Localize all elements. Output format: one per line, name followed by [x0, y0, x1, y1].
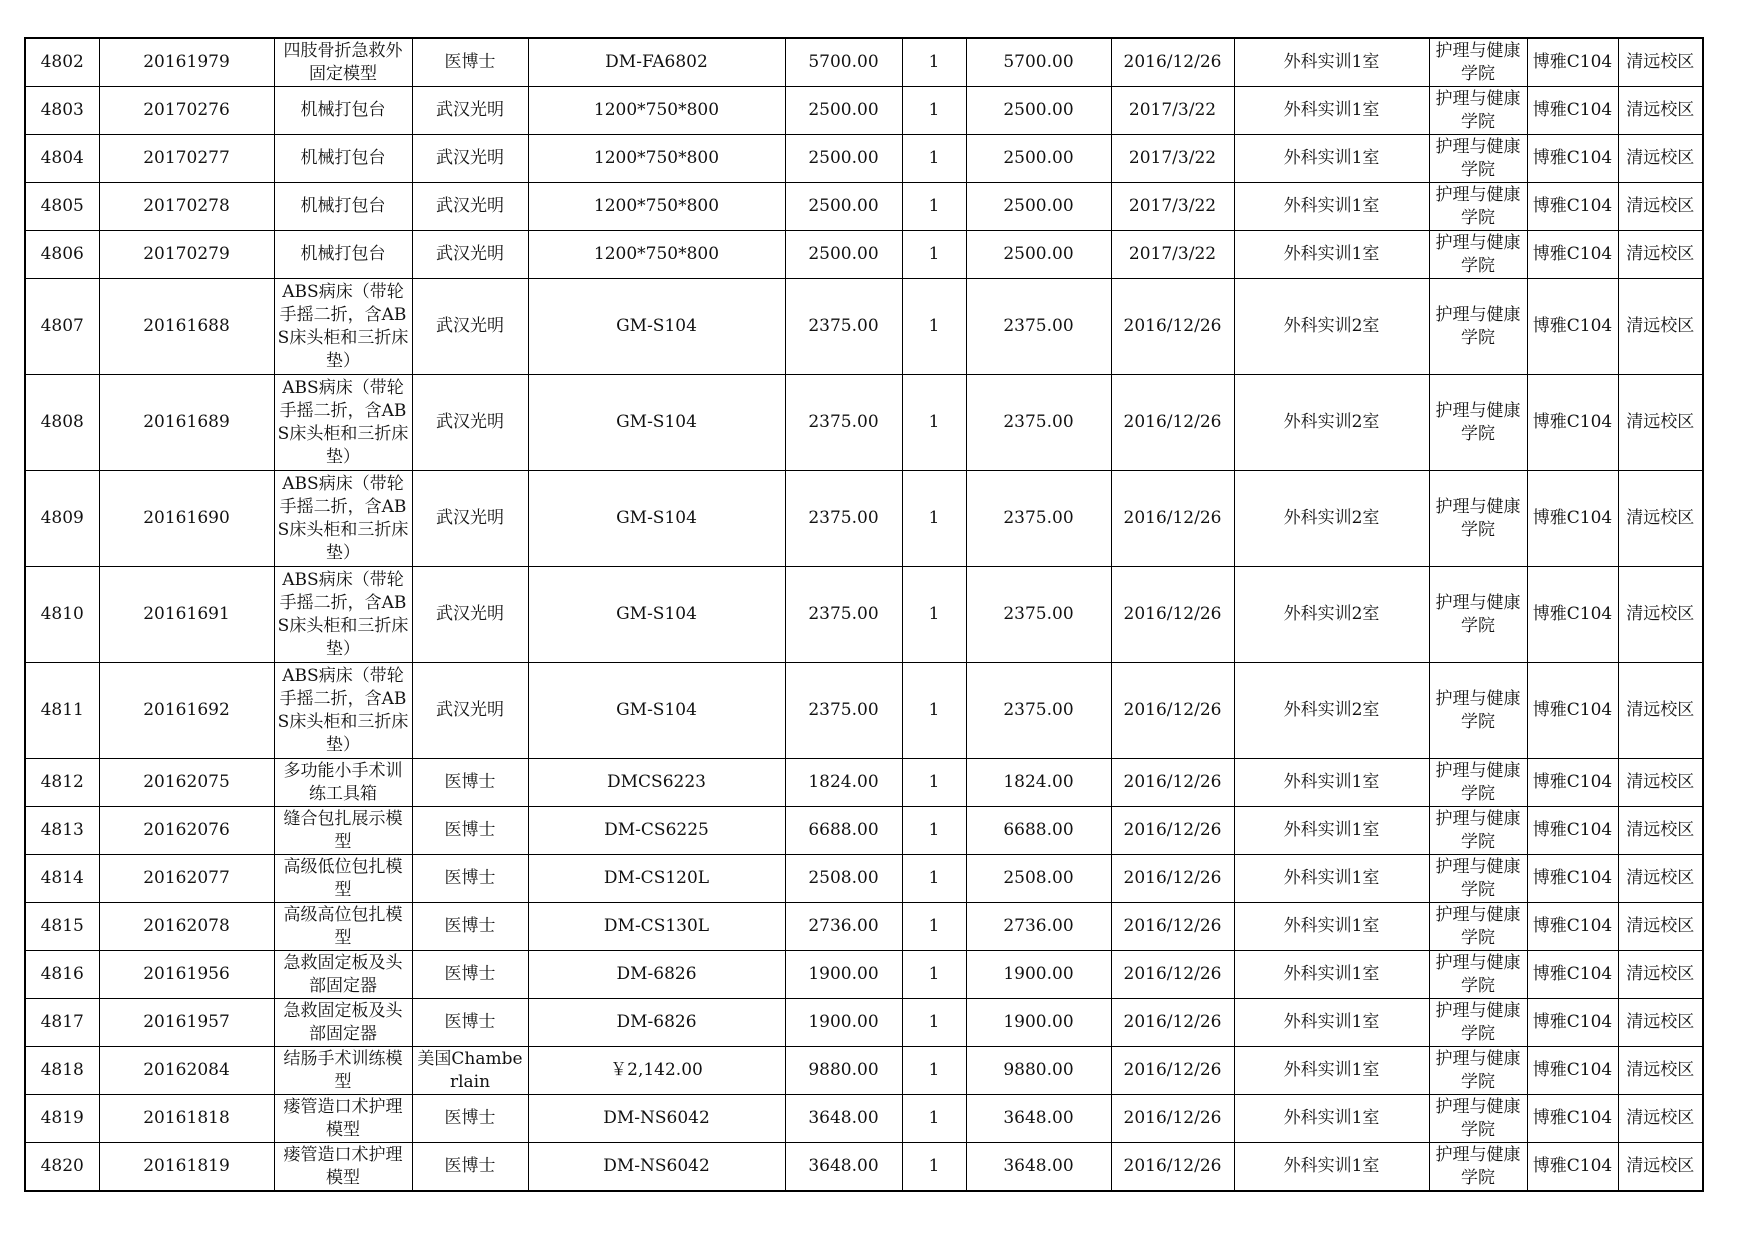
table-row: [25, 231, 1703, 279]
cell-unit-price: 2375.00: [785, 567, 902, 663]
cell-purchase-date: 2017/3/22: [1111, 135, 1234, 183]
cell-purchase-date: 2016/12/26: [1111, 1047, 1234, 1095]
cell-purchase-date: 2016/12/26: [1111, 1143, 1234, 1192]
cell-asset-id: 20161979: [99, 38, 274, 87]
table-row: [25, 807, 1703, 855]
cell-unit-price: 1824.00: [785, 759, 902, 807]
cell-campus: 清远校区: [1618, 999, 1703, 1047]
equipment-register-table: [24, 37, 1704, 1192]
cell-row-number: 4804: [25, 135, 99, 183]
cell-building: 博雅C104: [1527, 855, 1618, 903]
cell-total-amount: 2508.00: [966, 855, 1111, 903]
cell-asset-id: 20161818: [99, 1095, 274, 1143]
cell-model: ￥2,142.00: [528, 1047, 785, 1095]
cell-campus: 清远校区: [1618, 375, 1703, 471]
table-row: [25, 135, 1703, 183]
cell-equipment-name: 高级高位包扎模型: [274, 903, 412, 951]
table-row: [25, 183, 1703, 231]
cell-manufacturer: 武汉光明: [412, 183, 528, 231]
cell-building: 博雅C104: [1527, 87, 1618, 135]
cell-equipment-name: 急救固定板及头部固定器: [274, 999, 412, 1047]
cell-asset-id: 20161690: [99, 471, 274, 567]
cell-row-number: 4814: [25, 855, 99, 903]
cell-purchase-date: 2017/3/22: [1111, 87, 1234, 135]
cell-row-number: 4805: [25, 183, 99, 231]
cell-row-number: 4808: [25, 375, 99, 471]
cell-room: 外科实训1室: [1234, 135, 1429, 183]
cell-asset-id: 20161692: [99, 663, 274, 759]
cell-asset-id: 20170277: [99, 135, 274, 183]
cell-total-amount: 2375.00: [966, 663, 1111, 759]
cell-department: 护理与健康学院: [1429, 759, 1527, 807]
cell-equipment-name: ABS病床（带轮手摇二折，含ABS床头柜和三折床垫）: [274, 471, 412, 567]
cell-unit-price: 2375.00: [785, 375, 902, 471]
cell-asset-id: 20170278: [99, 183, 274, 231]
cell-department: 护理与健康学院: [1429, 663, 1527, 759]
cell-building: 博雅C104: [1527, 231, 1618, 279]
table-row: [25, 855, 1703, 903]
cell-purchase-date: 2017/3/22: [1111, 231, 1234, 279]
cell-model: DM-6826: [528, 951, 785, 999]
cell-manufacturer: 医博士: [412, 807, 528, 855]
cell-unit-price: 2500.00: [785, 183, 902, 231]
cell-manufacturer: 武汉光明: [412, 471, 528, 567]
cell-model: DM-NS6042: [528, 1143, 785, 1192]
cell-asset-id: 20162078: [99, 903, 274, 951]
cell-equipment-name: ABS病床（带轮手摇二折，含ABS床头柜和三折床垫）: [274, 279, 412, 375]
cell-model: 1200*750*800: [528, 231, 785, 279]
cell-model: GM-S104: [528, 279, 785, 375]
cell-room: 外科实训1室: [1234, 855, 1429, 903]
cell-purchase-date: 2016/12/26: [1111, 375, 1234, 471]
cell-purchase-date: 2016/12/26: [1111, 807, 1234, 855]
cell-department: 护理与健康学院: [1429, 999, 1527, 1047]
cell-equipment-name: 瘘管造口术护理模型: [274, 1095, 412, 1143]
cell-quantity: 1: [902, 855, 966, 903]
cell-unit-price: 2500.00: [785, 231, 902, 279]
cell-total-amount: 6688.00: [966, 807, 1111, 855]
cell-building: 博雅C104: [1527, 567, 1618, 663]
cell-row-number: 4813: [25, 807, 99, 855]
cell-department: 护理与健康学院: [1429, 183, 1527, 231]
cell-quantity: 1: [902, 87, 966, 135]
cell-campus: 清远校区: [1618, 567, 1703, 663]
cell-model: GM-S104: [528, 663, 785, 759]
table-row: [25, 87, 1703, 135]
cell-room: 外科实训1室: [1234, 38, 1429, 87]
cell-quantity: 1: [902, 1143, 966, 1192]
cell-building: 博雅C104: [1527, 183, 1618, 231]
cell-manufacturer: 医博士: [412, 903, 528, 951]
cell-total-amount: 1900.00: [966, 999, 1111, 1047]
cell-equipment-name: 机械打包台: [274, 135, 412, 183]
cell-asset-id: 20162076: [99, 807, 274, 855]
cell-model: DM-CS130L: [528, 903, 785, 951]
cell-model: GM-S104: [528, 567, 785, 663]
cell-department: 护理与健康学院: [1429, 951, 1527, 999]
cell-quantity: 1: [902, 183, 966, 231]
cell-department: 护理与健康学院: [1429, 1095, 1527, 1143]
cell-total-amount: 2375.00: [966, 279, 1111, 375]
cell-unit-price: 5700.00: [785, 38, 902, 87]
cell-campus: 清远校区: [1618, 279, 1703, 375]
cell-unit-price: 2736.00: [785, 903, 902, 951]
cell-asset-id: 20162084: [99, 1047, 274, 1095]
cell-building: 博雅C104: [1527, 1047, 1618, 1095]
cell-equipment-name: 结肠手术训练模型: [274, 1047, 412, 1095]
cell-campus: 清远校区: [1618, 855, 1703, 903]
cell-purchase-date: 2017/3/22: [1111, 183, 1234, 231]
cell-department: 护理与健康学院: [1429, 1047, 1527, 1095]
cell-model: 1200*750*800: [528, 183, 785, 231]
table-row: [25, 903, 1703, 951]
cell-campus: 清远校区: [1618, 759, 1703, 807]
cell-room: 外科实训2室: [1234, 375, 1429, 471]
cell-manufacturer: 武汉光明: [412, 135, 528, 183]
cell-building: 博雅C104: [1527, 903, 1618, 951]
cell-room: 外科实训1室: [1234, 1095, 1429, 1143]
cell-manufacturer: 医博士: [412, 38, 528, 87]
cell-asset-id: 20161688: [99, 279, 274, 375]
cell-manufacturer: 医博士: [412, 951, 528, 999]
cell-department: 护理与健康学院: [1429, 135, 1527, 183]
cell-room: 外科实训1室: [1234, 903, 1429, 951]
cell-total-amount: 3648.00: [966, 1143, 1111, 1192]
cell-department: 护理与健康学院: [1429, 87, 1527, 135]
cell-quantity: 1: [902, 807, 966, 855]
cell-campus: 清远校区: [1618, 135, 1703, 183]
cell-total-amount: 5700.00: [966, 38, 1111, 87]
cell-purchase-date: 2016/12/26: [1111, 999, 1234, 1047]
cell-model: 1200*750*800: [528, 135, 785, 183]
cell-row-number: 4812: [25, 759, 99, 807]
cell-equipment-name: 高级低位包扎模型: [274, 855, 412, 903]
cell-room: 外科实训1室: [1234, 807, 1429, 855]
cell-quantity: 1: [902, 951, 966, 999]
cell-campus: 清远校区: [1618, 231, 1703, 279]
cell-purchase-date: 2016/12/26: [1111, 38, 1234, 87]
table-row: [25, 1047, 1703, 1095]
cell-building: 博雅C104: [1527, 951, 1618, 999]
cell-quantity: 1: [902, 1047, 966, 1095]
cell-quantity: 1: [902, 663, 966, 759]
cell-building: 博雅C104: [1527, 759, 1618, 807]
cell-manufacturer: 武汉光明: [412, 375, 528, 471]
cell-campus: 清远校区: [1618, 1143, 1703, 1192]
cell-manufacturer: 武汉光明: [412, 279, 528, 375]
cell-total-amount: 1900.00: [966, 951, 1111, 999]
cell-manufacturer: 医博士: [412, 1143, 528, 1192]
cell-building: 博雅C104: [1527, 471, 1618, 567]
cell-unit-price: 2500.00: [785, 135, 902, 183]
cell-row-number: 4819: [25, 1095, 99, 1143]
cell-campus: 清远校区: [1618, 663, 1703, 759]
cell-model: DM-FA6802: [528, 38, 785, 87]
cell-total-amount: 9880.00: [966, 1047, 1111, 1095]
cell-manufacturer: 医博士: [412, 1095, 528, 1143]
cell-total-amount: 2500.00: [966, 135, 1111, 183]
cell-total-amount: 3648.00: [966, 1095, 1111, 1143]
cell-model: DMCS6223: [528, 759, 785, 807]
cell-equipment-name: 急救固定板及头部固定器: [274, 951, 412, 999]
cell-unit-price: 2508.00: [785, 855, 902, 903]
cell-purchase-date: 2016/12/26: [1111, 663, 1234, 759]
cell-manufacturer: 美国Chamberlain: [412, 1047, 528, 1095]
cell-row-number: 4803: [25, 87, 99, 135]
cell-row-number: 4816: [25, 951, 99, 999]
cell-total-amount: 2375.00: [966, 375, 1111, 471]
cell-purchase-date: 2016/12/26: [1111, 903, 1234, 951]
cell-room: 外科实训2室: [1234, 567, 1429, 663]
cell-asset-id: 20161819: [99, 1143, 274, 1192]
cell-total-amount: 2500.00: [966, 87, 1111, 135]
cell-room: 外科实训1室: [1234, 183, 1429, 231]
cell-building: 博雅C104: [1527, 663, 1618, 759]
cell-building: 博雅C104: [1527, 375, 1618, 471]
cell-department: 护理与健康学院: [1429, 807, 1527, 855]
table-row: [25, 999, 1703, 1047]
cell-purchase-date: 2016/12/26: [1111, 471, 1234, 567]
cell-campus: 清远校区: [1618, 38, 1703, 87]
cell-manufacturer: 武汉光明: [412, 567, 528, 663]
cell-unit-price: 2375.00: [785, 279, 902, 375]
cell-room: 外科实训1室: [1234, 951, 1429, 999]
cell-campus: 清远校区: [1618, 903, 1703, 951]
cell-purchase-date: 2016/12/26: [1111, 759, 1234, 807]
cell-asset-id: 20162075: [99, 759, 274, 807]
cell-quantity: 1: [902, 375, 966, 471]
cell-row-number: 4815: [25, 903, 99, 951]
cell-building: 博雅C104: [1527, 1095, 1618, 1143]
cell-campus: 清远校区: [1618, 807, 1703, 855]
cell-row-number: 4820: [25, 1143, 99, 1192]
cell-equipment-name: 瘘管造口术护理模型: [274, 1143, 412, 1192]
cell-model: DM-CS6225: [528, 807, 785, 855]
cell-unit-price: 2500.00: [785, 87, 902, 135]
cell-equipment-name: 四肢骨折急救外固定模型: [274, 38, 412, 87]
cell-asset-id: 20162077: [99, 855, 274, 903]
cell-unit-price: 1900.00: [785, 999, 902, 1047]
cell-department: 护理与健康学院: [1429, 903, 1527, 951]
cell-campus: 清远校区: [1618, 951, 1703, 999]
cell-room: 外科实训2室: [1234, 471, 1429, 567]
cell-quantity: 1: [902, 903, 966, 951]
table-row: [25, 1143, 1703, 1192]
cell-manufacturer: 武汉光明: [412, 231, 528, 279]
cell-asset-id: 20161691: [99, 567, 274, 663]
cell-row-number: 4809: [25, 471, 99, 567]
cell-quantity: 1: [902, 567, 966, 663]
cell-asset-id: 20170279: [99, 231, 274, 279]
cell-department: 护理与健康学院: [1429, 375, 1527, 471]
cell-unit-price: 3648.00: [785, 1095, 902, 1143]
cell-department: 护理与健康学院: [1429, 38, 1527, 87]
cell-department: 护理与健康学院: [1429, 1143, 1527, 1192]
cell-room: 外科实训1室: [1234, 87, 1429, 135]
cell-unit-price: 3648.00: [785, 1143, 902, 1192]
cell-row-number: 4811: [25, 663, 99, 759]
cell-equipment-name: 多功能小手术训练工具箱: [274, 759, 412, 807]
cell-quantity: 1: [902, 999, 966, 1047]
cell-equipment-name: 机械打包台: [274, 231, 412, 279]
cell-quantity: 1: [902, 759, 966, 807]
cell-building: 博雅C104: [1527, 999, 1618, 1047]
cell-equipment-name: ABS病床（带轮手摇二折，含ABS床头柜和三折床垫）: [274, 375, 412, 471]
cell-purchase-date: 2016/12/26: [1111, 1095, 1234, 1143]
cell-quantity: 1: [902, 471, 966, 567]
cell-manufacturer: 医博士: [412, 855, 528, 903]
cell-row-number: 4818: [25, 1047, 99, 1095]
cell-manufacturer: 武汉光明: [412, 87, 528, 135]
cell-quantity: 1: [902, 38, 966, 87]
cell-room: 外科实训1室: [1234, 999, 1429, 1047]
cell-campus: 清远校区: [1618, 183, 1703, 231]
cell-department: 护理与健康学院: [1429, 279, 1527, 375]
table-row: [25, 663, 1703, 759]
table-row: [25, 375, 1703, 471]
cell-model: GM-S104: [528, 375, 785, 471]
cell-room: 外科实训1室: [1234, 1143, 1429, 1192]
cell-row-number: 4806: [25, 231, 99, 279]
cell-equipment-name: 机械打包台: [274, 183, 412, 231]
cell-building: 博雅C104: [1527, 279, 1618, 375]
cell-model: DM-6826: [528, 999, 785, 1047]
cell-total-amount: 2736.00: [966, 903, 1111, 951]
cell-manufacturer: 医博士: [412, 999, 528, 1047]
table-row: [25, 567, 1703, 663]
cell-room: 外科实训2室: [1234, 663, 1429, 759]
cell-purchase-date: 2016/12/26: [1111, 279, 1234, 375]
table-row: [25, 1095, 1703, 1143]
cell-building: 博雅C104: [1527, 1143, 1618, 1192]
cell-equipment-name: ABS病床（带轮手摇二折，含ABS床头柜和三折床垫）: [274, 663, 412, 759]
cell-department: 护理与健康学院: [1429, 231, 1527, 279]
cell-total-amount: 2500.00: [966, 183, 1111, 231]
cell-manufacturer: 医博士: [412, 759, 528, 807]
cell-total-amount: 1824.00: [966, 759, 1111, 807]
table-row: [25, 471, 1703, 567]
cell-model: 1200*750*800: [528, 87, 785, 135]
cell-building: 博雅C104: [1527, 135, 1618, 183]
cell-asset-id: 20161689: [99, 375, 274, 471]
cell-model: GM-S104: [528, 471, 785, 567]
cell-purchase-date: 2016/12/26: [1111, 855, 1234, 903]
table-row: [25, 38, 1703, 87]
cell-unit-price: 6688.00: [785, 807, 902, 855]
table-row: [25, 759, 1703, 807]
cell-total-amount: 2375.00: [966, 567, 1111, 663]
table-row: [25, 951, 1703, 999]
cell-row-number: 4817: [25, 999, 99, 1047]
cell-equipment-name: 缝合包扎展示模型: [274, 807, 412, 855]
cell-purchase-date: 2016/12/26: [1111, 951, 1234, 999]
cell-manufacturer: 武汉光明: [412, 663, 528, 759]
cell-purchase-date: 2016/12/26: [1111, 567, 1234, 663]
cell-unit-price: 9880.00: [785, 1047, 902, 1095]
cell-unit-price: 1900.00: [785, 951, 902, 999]
cell-campus: 清远校区: [1618, 1095, 1703, 1143]
cell-total-amount: 2375.00: [966, 471, 1111, 567]
cell-row-number: 4807: [25, 279, 99, 375]
cell-unit-price: 2375.00: [785, 663, 902, 759]
cell-quantity: 1: [902, 135, 966, 183]
cell-campus: 清远校区: [1618, 87, 1703, 135]
cell-quantity: 1: [902, 231, 966, 279]
cell-department: 护理与健康学院: [1429, 855, 1527, 903]
cell-campus: 清远校区: [1618, 471, 1703, 567]
cell-room: 外科实训1室: [1234, 759, 1429, 807]
table-body: [25, 38, 1703, 1191]
cell-department: 护理与健康学院: [1429, 567, 1527, 663]
cell-model: DM-CS120L: [528, 855, 785, 903]
cell-asset-id: 20161956: [99, 951, 274, 999]
cell-unit-price: 2375.00: [785, 471, 902, 567]
cell-room: 外科实训2室: [1234, 279, 1429, 375]
cell-asset-id: 20161957: [99, 999, 274, 1047]
table-row: [25, 279, 1703, 375]
cell-building: 博雅C104: [1527, 38, 1618, 87]
cell-room: 外科实训1室: [1234, 231, 1429, 279]
cell-quantity: 1: [902, 1095, 966, 1143]
cell-model: DM-NS6042: [528, 1095, 785, 1143]
cell-quantity: 1: [902, 279, 966, 375]
cell-row-number: 4810: [25, 567, 99, 663]
cell-total-amount: 2500.00: [966, 231, 1111, 279]
cell-asset-id: 20170276: [99, 87, 274, 135]
cell-equipment-name: ABS病床（带轮手摇二折，含ABS床头柜和三折床垫）: [274, 567, 412, 663]
cell-row-number: 4802: [25, 38, 99, 87]
cell-room: 外科实训1室: [1234, 1047, 1429, 1095]
cell-building: 博雅C104: [1527, 807, 1618, 855]
cell-equipment-name: 机械打包台: [274, 87, 412, 135]
cell-department: 护理与健康学院: [1429, 471, 1527, 567]
cell-campus: 清远校区: [1618, 1047, 1703, 1095]
